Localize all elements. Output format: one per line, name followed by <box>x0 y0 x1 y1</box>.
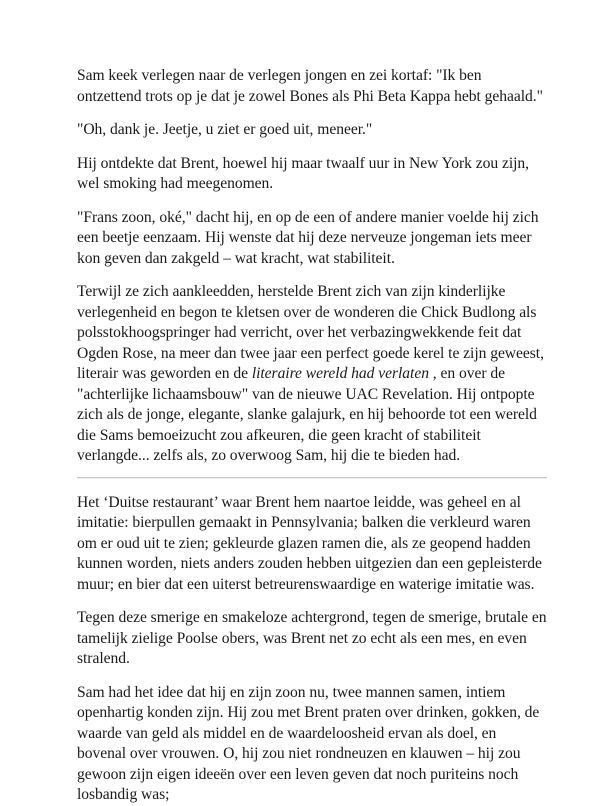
paragraph-7: Tegen deze smerige en smakeloze achtergrond, tegen de smerige, brutale en tamelijk zielige Poolse obers, was Brent net zo echt als een mes, en even stralend. <box>77 609 547 667</box>
paragraph-5-italic-phrase: literaire wereld had verlaten <box>251 365 429 382</box>
paragraph-5-text-b: , en over de "achterlijke lichaamsbouw" van de nieuwe UAC Revelation. Hij ontpopte zich als de jonge, elegante, slanke galajurk, en hij behoorde tot een wereld die Sams bemoeizucht zou afkeuren, die geen kracht of stabiliteit verlangde... zelfs als, zo overwoog Sam, hij die te bieden had. <box>77 365 537 464</box>
paragraph-4: "Frans zoon, oké," dacht hij, en op de een of andere manier voelde hij zich een beetje eenzaam. Hij wenste dat hij deze nerveuze jongeman iets meer kon geven dan zakgeld – wat kracht, wat stabiliteit. <box>77 208 539 267</box>
paragraph-5 <box>77 282 547 467</box>
paragraph-3: Hij ontdekte dat Brent, hoewel hij maar twaalf uur in New York zou zijn, wel smoking had meegenomen. <box>77 154 529 192</box>
paragraph-5-text-a: Terwijl ze zich aankleedden, herstelde Brent zich van zijn kinderlijke verlegenheid en begon te kletsen over de wonderen die Chick Budlong als polsstokhoogspringer had verricht, over het verbazingwekkende feit dat Ogden Rose, na meer dan twee jaar een perfect goede kerel te zijn geweest, literair was geworden en de <box>77 283 544 382</box>
section-divider <box>77 477 547 479</box>
paragraph-2: "Oh, dank je. Jeetje, u ziet er goed uit, meneer." <box>77 121 373 138</box>
paragraph-8: Sam had het idee dat hij en zijn zoon nu, twee mannen samen, intiem openhartig konden zijn. Hij zou met Brent praten over drinken, gokken, de waarde van geld als middel en de waardeloosheid ervan als doel, en bovenal over vrouwen. O, hij zou niet rondneuzen en klauwen – hij zou gewoon zijn eigen ideeën over een leven geven dat noch puriteins noch losbandig was; <box>77 683 540 803</box>
paragraph-6: Het ‘Duitse restaurant’ waar Brent hem naartoe leidde, was geheel en al imitatie: bierpullen gemaakt in Pennsylvania; balken die verkleurd waren om er oud uit te zien; gekleurde glazen ramen die, als ze geopend hadden kunnen worden, niets anders zouden hebben uitgezien dan een gepleisterde muur; en bier dat een uiterst betreurenswaardige en waterige imitatie was. <box>77 493 542 593</box>
paragraph-1: Sam keek verlegen naar de verlegen jongen en zei kortaf: "Ik ben ontzettend trots op je dat je zowel Bones als Phi Beta Kappa hebt gehaald." <box>77 67 543 105</box>
document-body <box>77 66 547 806</box>
